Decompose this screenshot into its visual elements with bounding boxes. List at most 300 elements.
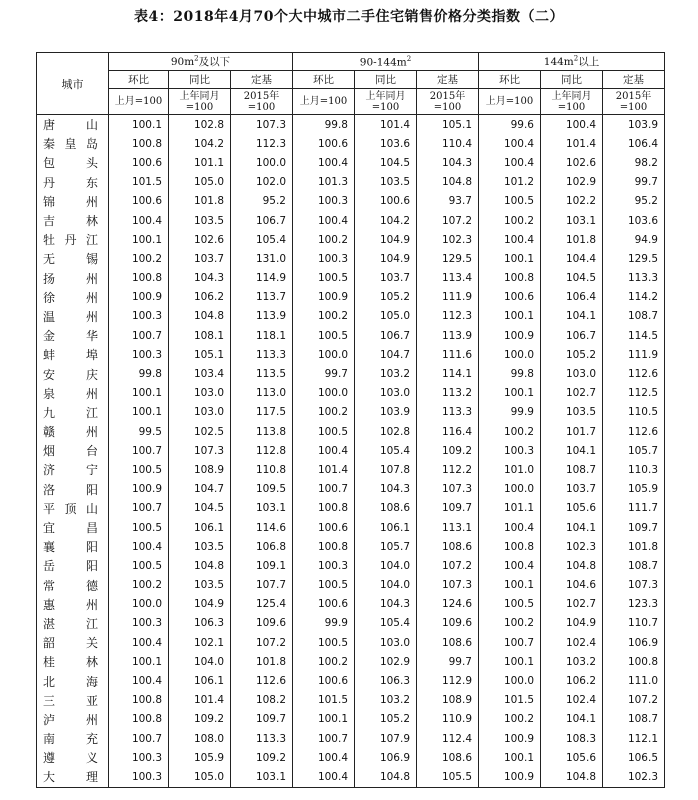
index-value: 100.5 [479, 192, 541, 211]
index-value: 100.7 [293, 480, 355, 499]
index-value: 101.1 [169, 153, 231, 172]
table-row [37, 614, 665, 633]
index-value: 103.7 [355, 269, 417, 288]
index-value: 104.3 [355, 595, 417, 614]
index-value: 101.4 [541, 134, 603, 153]
index-value: 123.3 [603, 595, 665, 614]
index-value: 112.2 [417, 460, 479, 479]
index-value: 107.3 [417, 480, 479, 499]
index-value: 100.8 [293, 499, 355, 518]
index-value: 100.6 [293, 671, 355, 690]
base-header-fixed-base: 2015年=100 [603, 89, 665, 115]
index-value: 99.9 [479, 403, 541, 422]
city-name: 金华 [37, 326, 109, 345]
index-value: 113.3 [231, 729, 293, 748]
index-value: 100.1 [109, 403, 169, 422]
index-value: 107.3 [417, 576, 479, 595]
index-value: 106.2 [541, 671, 603, 690]
index-value: 102.3 [417, 230, 479, 249]
city-name: 吉林 [37, 211, 109, 230]
index-value: 104.8 [417, 173, 479, 192]
index-value: 107.2 [231, 633, 293, 652]
index-value: 100.9 [293, 288, 355, 307]
base-header-yoy: 上年同月=100 [541, 89, 603, 115]
index-value: 102.7 [541, 595, 603, 614]
index-value: 104.0 [355, 556, 417, 575]
index-value: 113.9 [417, 326, 479, 345]
city-name: 安庆 [37, 364, 109, 383]
index-value: 102.6 [169, 230, 231, 249]
table-row [37, 460, 665, 479]
index-value: 129.5 [417, 249, 479, 268]
index-value: 106.1 [169, 518, 231, 537]
index-value: 99.5 [109, 422, 169, 441]
index-value: 109.7 [417, 499, 479, 518]
index-value: 112.6 [603, 364, 665, 383]
table-row [37, 403, 665, 422]
index-value: 105.6 [541, 499, 603, 518]
subheader-mom: 环比 [109, 71, 169, 89]
index-value: 100.4 [293, 748, 355, 767]
index-value: 105.2 [355, 288, 417, 307]
index-value: 103.7 [541, 480, 603, 499]
index-value: 107.3 [169, 441, 231, 460]
index-value: 116.4 [417, 422, 479, 441]
index-value: 100.4 [479, 518, 541, 537]
table-row [37, 173, 665, 192]
index-value: 108.0 [169, 729, 231, 748]
index-value: 106.7 [231, 211, 293, 230]
index-value: 100.3 [109, 345, 169, 364]
index-value: 102.7 [541, 384, 603, 403]
city-name: 扬州 [37, 269, 109, 288]
index-value: 102.1 [169, 633, 231, 652]
index-value: 103.5 [169, 576, 231, 595]
index-value: 101.1 [479, 499, 541, 518]
index-value: 100.1 [293, 710, 355, 729]
index-value: 99.8 [109, 364, 169, 383]
table-row [37, 384, 665, 403]
city-name: 遵义 [37, 748, 109, 767]
index-value: 104.0 [355, 576, 417, 595]
index-value: 101.7 [541, 422, 603, 441]
city-name: 烟台 [37, 441, 109, 460]
index-value: 117.5 [231, 403, 293, 422]
index-value: 104.1 [541, 307, 603, 326]
index-value: 103.7 [169, 249, 231, 268]
index-value: 107.9 [355, 729, 417, 748]
city-name: 韶关 [37, 633, 109, 652]
index-value: 100.4 [293, 211, 355, 230]
index-value: 99.8 [293, 115, 355, 135]
index-value: 100.8 [293, 537, 355, 556]
index-value: 106.3 [355, 671, 417, 690]
index-value: 106.9 [603, 633, 665, 652]
index-value: 101.8 [231, 652, 293, 671]
index-value: 107.7 [231, 576, 293, 595]
index-value: 105.4 [231, 230, 293, 249]
index-value: 104.8 [355, 767, 417, 787]
index-value: 105.6 [541, 748, 603, 767]
index-value: 100.5 [293, 269, 355, 288]
index-value: 99.7 [417, 652, 479, 671]
base-header-mom: 上月=100 [293, 89, 355, 115]
index-value: 110.8 [231, 460, 293, 479]
index-value: 113.7 [231, 288, 293, 307]
index-value: 102.5 [169, 422, 231, 441]
table-row [37, 288, 665, 307]
index-value: 105.0 [169, 767, 231, 787]
index-value: 103.2 [355, 691, 417, 710]
table-row [37, 671, 665, 690]
index-value: 100.8 [109, 269, 169, 288]
city-name: 平顶山 [37, 499, 109, 518]
index-value: 100.6 [355, 192, 417, 211]
index-value: 105.1 [169, 345, 231, 364]
index-value: 106.3 [169, 614, 231, 633]
index-value: 95.2 [603, 192, 665, 211]
index-value: 104.2 [355, 211, 417, 230]
city-name: 惠州 [37, 595, 109, 614]
base-header-fixed-base: 2015年=100 [417, 89, 479, 115]
table-row [37, 710, 665, 729]
index-value: 100.5 [109, 460, 169, 479]
index-value: 109.7 [231, 710, 293, 729]
table-row [37, 115, 665, 135]
index-value: 108.7 [541, 460, 603, 479]
index-value: 108.7 [603, 307, 665, 326]
index-value: 106.1 [169, 671, 231, 690]
index-value: 113.9 [231, 307, 293, 326]
subheader-fixed-base: 定基 [231, 71, 293, 89]
index-value: 124.6 [417, 595, 479, 614]
index-value: 112.6 [603, 422, 665, 441]
index-value: 129.5 [603, 249, 665, 268]
table-row [37, 422, 665, 441]
index-value: 103.0 [169, 384, 231, 403]
index-value: 100.3 [109, 748, 169, 767]
table-row [37, 691, 665, 710]
index-value: 100.4 [479, 134, 541, 153]
index-value: 103.0 [169, 403, 231, 422]
index-value: 108.7 [603, 710, 665, 729]
index-value: 109.5 [231, 480, 293, 499]
index-value: 112.3 [417, 307, 479, 326]
index-value: 104.3 [355, 480, 417, 499]
index-value: 105.4 [355, 614, 417, 633]
index-value: 113.2 [417, 384, 479, 403]
index-value: 100.9 [479, 767, 541, 787]
city-name: 三亚 [37, 691, 109, 710]
index-value: 100.3 [109, 767, 169, 787]
city-name: 济宁 [37, 460, 109, 479]
index-value: 104.9 [355, 249, 417, 268]
index-value: 100.0 [293, 345, 355, 364]
index-value: 103.1 [231, 767, 293, 787]
index-value: 103.1 [231, 499, 293, 518]
index-value: 100.7 [109, 326, 169, 345]
index-value: 104.5 [541, 269, 603, 288]
index-value: 113.3 [603, 269, 665, 288]
index-value: 106.8 [231, 537, 293, 556]
city-header: 城市 [37, 53, 109, 115]
index-value: 113.1 [417, 518, 479, 537]
index-value: 100.7 [109, 499, 169, 518]
price-index-table [36, 52, 665, 788]
base-header-yoy: 上年同月=100 [355, 89, 417, 115]
index-value: 100.5 [109, 556, 169, 575]
city-name: 泉州 [37, 384, 109, 403]
index-value: 100.2 [109, 249, 169, 268]
index-value: 102.8 [169, 115, 231, 135]
index-value: 105.1 [417, 115, 479, 135]
index-value: 100.1 [109, 652, 169, 671]
index-value: 100.4 [109, 211, 169, 230]
index-value: 111.7 [603, 499, 665, 518]
table-row [37, 556, 665, 575]
index-value: 100.4 [479, 230, 541, 249]
index-value: 101.5 [293, 691, 355, 710]
index-value: 100.8 [109, 691, 169, 710]
index-value: 110.3 [603, 460, 665, 479]
group-header-medium: $90-144m^2$ [293, 53, 479, 71]
index-value: 103.5 [169, 537, 231, 556]
city-name: 岳阳 [37, 556, 109, 575]
city-name: 锦州 [37, 192, 109, 211]
index-value: 100.7 [293, 729, 355, 748]
index-value: 99.7 [603, 173, 665, 192]
index-value: 105.0 [169, 173, 231, 192]
index-value: 100.3 [293, 556, 355, 575]
index-value: 109.2 [169, 710, 231, 729]
index-value: 105.2 [541, 345, 603, 364]
index-value: 100.0 [479, 480, 541, 499]
index-value: 95.2 [231, 192, 293, 211]
index-value: 102.4 [541, 633, 603, 652]
base-header-mom: 上月=100 [479, 89, 541, 115]
index-value: 113.0 [231, 384, 293, 403]
table-row [37, 153, 665, 172]
index-value: 102.9 [541, 173, 603, 192]
city-name: 牡丹江 [37, 230, 109, 249]
table-row [37, 576, 665, 595]
index-value: 109.7 [603, 518, 665, 537]
index-value: 105.9 [603, 480, 665, 499]
index-value: 100.9 [109, 288, 169, 307]
index-value: 105.9 [169, 748, 231, 767]
table-row [37, 537, 665, 556]
index-value: 114.9 [231, 269, 293, 288]
index-value: 100.3 [479, 441, 541, 460]
table-row [37, 326, 665, 345]
index-value: 100.4 [541, 115, 603, 135]
index-value: 100.1 [479, 249, 541, 268]
index-value: 101.8 [541, 230, 603, 249]
subheader-yoy: 同比 [541, 71, 603, 89]
city-name: 南充 [37, 729, 109, 748]
index-value: 107.2 [603, 691, 665, 710]
index-value: 113.3 [417, 403, 479, 422]
index-value: 104.8 [541, 767, 603, 787]
index-value: 108.9 [169, 460, 231, 479]
table-row [37, 441, 665, 460]
index-value: 100.1 [479, 384, 541, 403]
table-row [37, 633, 665, 652]
index-value: 107.2 [417, 556, 479, 575]
index-value: 104.8 [169, 556, 231, 575]
index-value: 104.0 [169, 652, 231, 671]
index-value: 107.2 [417, 211, 479, 230]
index-value: 104.7 [355, 345, 417, 364]
index-value: 103.9 [355, 403, 417, 422]
index-value: 100.2 [479, 710, 541, 729]
index-value: 103.6 [355, 134, 417, 153]
table-row [37, 480, 665, 499]
index-value: 98.2 [603, 153, 665, 172]
index-value: 113.8 [231, 422, 293, 441]
index-value: 131.0 [231, 249, 293, 268]
subheader-mom: 环比 [293, 71, 355, 89]
index-value: 100.6 [109, 192, 169, 211]
index-value: 108.6 [417, 633, 479, 652]
index-value: 102.6 [541, 153, 603, 172]
city-name: 蚌埠 [37, 345, 109, 364]
table-row [37, 249, 665, 268]
index-value: 102.4 [541, 691, 603, 710]
index-value: 104.1 [541, 441, 603, 460]
index-value: 106.9 [355, 748, 417, 767]
index-value: 100.8 [603, 652, 665, 671]
index-value: 112.3 [231, 134, 293, 153]
index-value: 100.1 [479, 576, 541, 595]
subheader-mom: 环比 [479, 71, 541, 89]
index-value: 101.2 [479, 173, 541, 192]
index-value: 99.8 [479, 364, 541, 383]
city-name: 襄阳 [37, 537, 109, 556]
index-value: 105.7 [603, 441, 665, 460]
index-value: 104.8 [541, 556, 603, 575]
table-row [37, 192, 665, 211]
index-value: 108.3 [541, 729, 603, 748]
index-value: 105.2 [355, 710, 417, 729]
index-value: 102.0 [231, 173, 293, 192]
index-value: 102.9 [355, 652, 417, 671]
index-value: 100.4 [109, 633, 169, 652]
index-value: 100.6 [293, 518, 355, 537]
index-value: 103.2 [541, 652, 603, 671]
table-row [37, 230, 665, 249]
index-value: 100.2 [479, 614, 541, 633]
index-value: 106.2 [169, 288, 231, 307]
index-value: 100.4 [479, 153, 541, 172]
index-value: 104.3 [169, 269, 231, 288]
city-name: 大理 [37, 767, 109, 787]
index-value: 109.6 [231, 614, 293, 633]
index-value: 103.5 [541, 403, 603, 422]
index-value: 101.4 [169, 691, 231, 710]
table-row [37, 729, 665, 748]
index-value: 100.1 [479, 307, 541, 326]
index-value: 105.0 [355, 307, 417, 326]
index-value: 101.3 [293, 173, 355, 192]
index-value: 108.6 [417, 537, 479, 556]
index-value: 112.9 [417, 671, 479, 690]
index-value: 101.8 [603, 537, 665, 556]
index-value: 102.2 [541, 192, 603, 211]
table-row [37, 307, 665, 326]
index-value: 108.7 [603, 556, 665, 575]
index-value: 100.0 [109, 595, 169, 614]
index-value: 111.9 [417, 288, 479, 307]
subheader-yoy: 同比 [355, 71, 417, 89]
index-value: 104.1 [541, 710, 603, 729]
index-value: 105.4 [355, 441, 417, 460]
index-value: 112.5 [603, 384, 665, 403]
index-value: 103.2 [355, 364, 417, 383]
index-value: 109.2 [417, 441, 479, 460]
index-value: 108.6 [417, 748, 479, 767]
index-value: 107.3 [231, 115, 293, 135]
table-row [37, 499, 665, 518]
index-value: 100.8 [109, 710, 169, 729]
index-value: 103.0 [355, 384, 417, 403]
index-value: 94.9 [603, 230, 665, 249]
index-value: 107.8 [355, 460, 417, 479]
index-value: 104.4 [541, 249, 603, 268]
index-value: 106.4 [541, 288, 603, 307]
index-value: 100.9 [109, 480, 169, 499]
index-value: 106.4 [603, 134, 665, 153]
index-value: 100.0 [479, 345, 541, 364]
index-value: 110.7 [603, 614, 665, 633]
index-value: 100.4 [109, 671, 169, 690]
city-name: 宜昌 [37, 518, 109, 537]
index-value: 103.0 [541, 364, 603, 383]
base-header-mom: 上月=100 [109, 89, 169, 115]
index-value: 101.4 [293, 460, 355, 479]
index-value: 100.2 [293, 307, 355, 326]
city-name: 温州 [37, 307, 109, 326]
subheader-yoy: 同比 [169, 71, 231, 89]
index-value: 100.5 [293, 326, 355, 345]
index-value: 100.2 [109, 576, 169, 595]
table-row [37, 595, 665, 614]
index-value: 107.3 [603, 576, 665, 595]
index-value: 100.7 [479, 633, 541, 652]
table-row [37, 652, 665, 671]
index-value: 102.3 [603, 767, 665, 787]
index-value: 109.2 [231, 748, 293, 767]
index-value: 99.6 [479, 115, 541, 135]
index-value: 111.6 [417, 345, 479, 364]
index-value: 100.2 [293, 230, 355, 249]
index-value: 100.4 [293, 767, 355, 787]
index-value: 106.1 [355, 518, 417, 537]
index-value: 104.9 [541, 614, 603, 633]
index-value: 100.7 [109, 729, 169, 748]
index-value: 100.6 [109, 153, 169, 172]
index-value: 100.5 [293, 422, 355, 441]
index-value: 108.1 [169, 326, 231, 345]
index-value: 113.4 [417, 269, 479, 288]
index-value: 99.7 [293, 364, 355, 383]
index-value: 114.2 [603, 288, 665, 307]
index-value: 104.5 [355, 153, 417, 172]
index-value: 112.1 [603, 729, 665, 748]
table-row [37, 364, 665, 383]
index-value: 111.0 [603, 671, 665, 690]
index-value: 109.1 [231, 556, 293, 575]
